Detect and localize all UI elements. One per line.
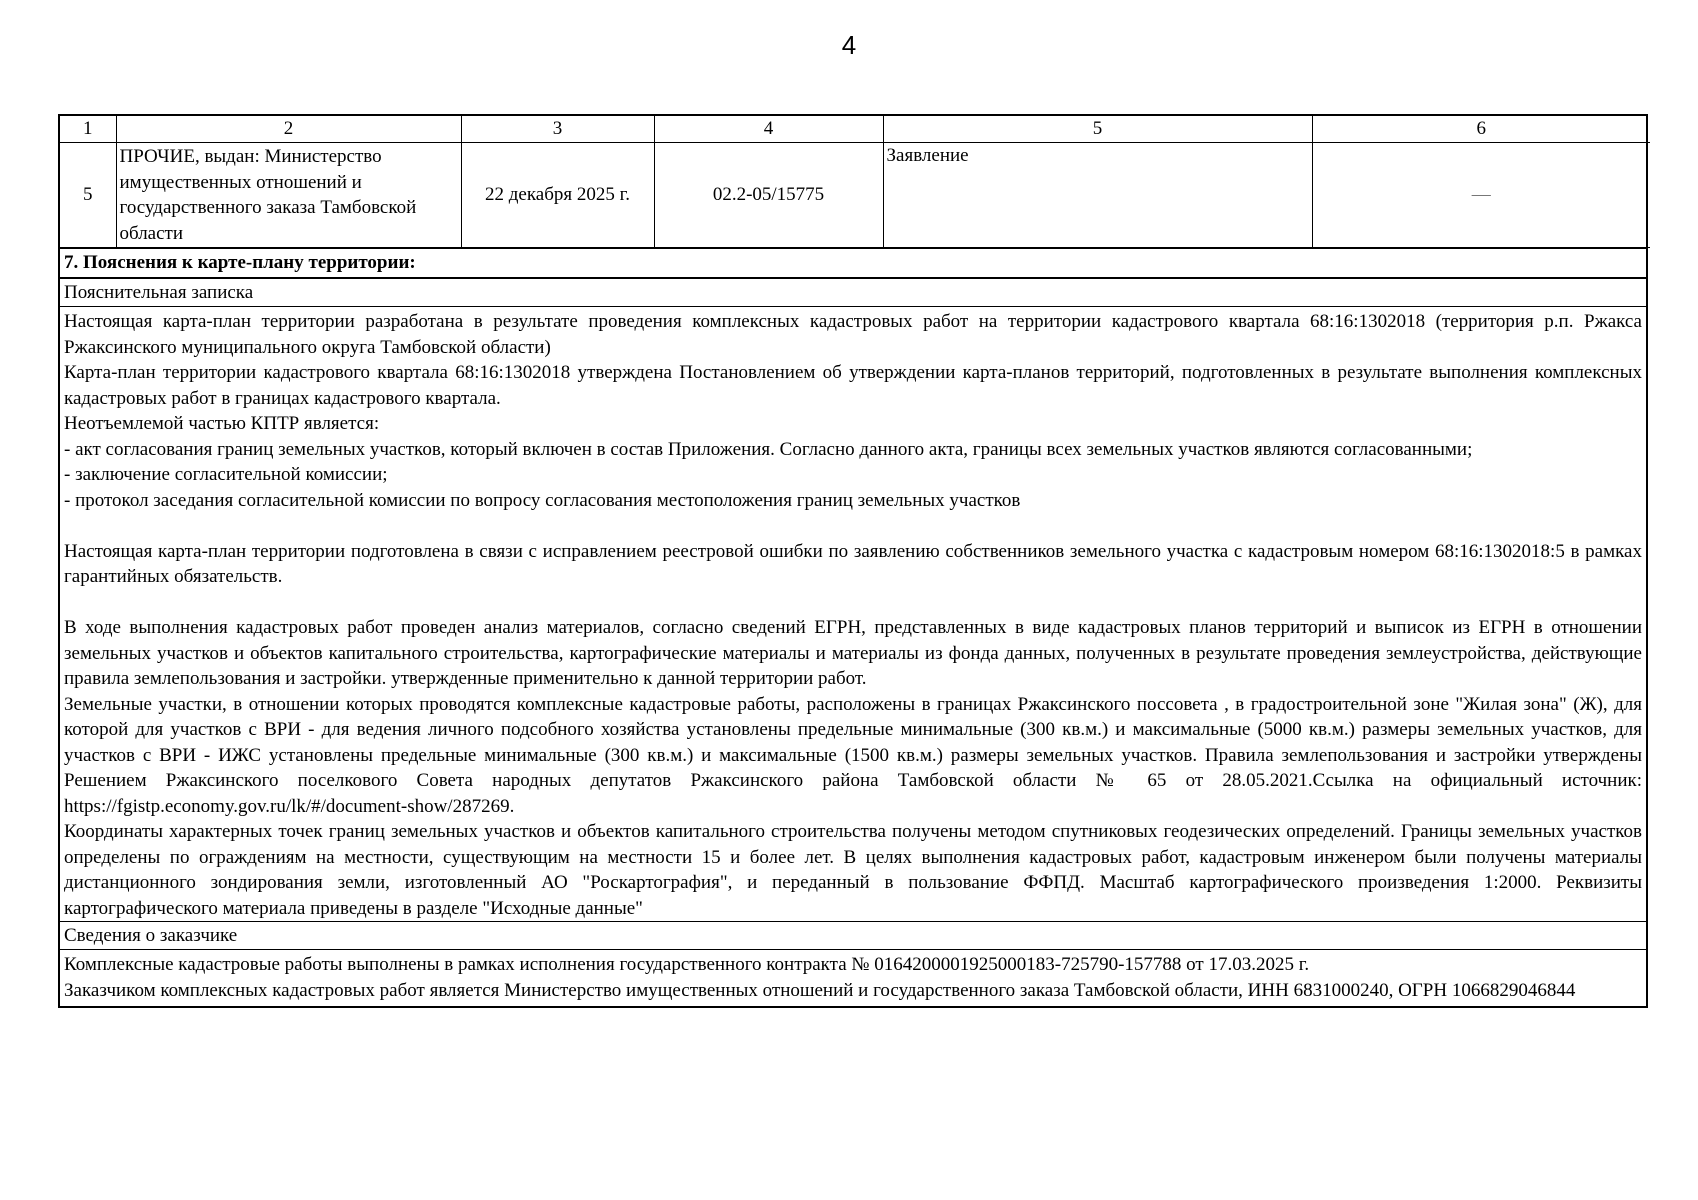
column-header: 5 — [883, 116, 1312, 143]
paragraph: Земельные участки, в отношении которых проводятся комплексные кадастровые работы, расположены в границах Ржаксинского поссовета , в градостроительной зоне "Жилая зона" (Ж), для которой для участков с ВРИ - для ведения личного подсобного хозяйства установлены предельные минимальные (300 кв.м.) и максимальные (5000 кв.м.) размеры земельных участков, для участков с ВРИ - ИЖС установлены предельные минимальные (300 кв.м.) и максимальные (1500 кв.м.) размеры земельных участков. Правила землепользования и застройки утверждены Решением Ржаксинского поселкового Совета народных депутатов Ржаксинского района Тамбовской области № 65 от 28.05.2021.Ссылка на официальный источник: https://fgistp.economy.gov.ru/lk/#/document-show/287269. — [64, 693, 1642, 817]
paragraph: Неотъемлемой частью КПТР является: — [64, 413, 380, 434]
column-header: 1 — [60, 116, 116, 143]
paragraph: Координаты характерных точек границ земельных участков и объектов капитального строительства получены методом спутниковых геодезических определений. Границы земельных участков определены по ограждениям на местности, существующим на местности 15 и более лет. В целях выполнения кадастровых работ, кадастровым инженером были получены материалы дистанционного зондирования земли, изготовленный АО "Роскартография", и переданный в пользование ФФПД. Масштаб картографического произведения 1:2000. Реквизиты картографического материала приведены в разделе "Исходные данные" — [64, 821, 1642, 919]
paragraph: Настоящая карта-план территории разработана в результате проведения комплексных кадастровых работ на территории кадастрового квартала 68:16:1302018 (территория р.п. Ржакса Ржаксинского муниципального округа Тамбовской области) — [64, 311, 1642, 358]
customer-text — [60, 950, 1646, 1006]
paragraph: Заказчиком комплексных кадастровых работ является Министерство имущественных отношений и государственного заказа Тамбовской области, ИНН 6831000240, ОГРН 1066829046844 — [64, 979, 1576, 1001]
paragraph: - акт согласования границ земельных участков, который включен в состав Приложения. Согласно данного акта, границы всех земельных участков являются согласованными; — [64, 438, 1473, 460]
customer-heading: Сведения о заказчике — [60, 922, 1646, 950]
document-date: 22 декабря 2025 г. — [461, 143, 654, 248]
document-number: 02.2-05/15775 — [654, 143, 883, 248]
column-header: 2 — [116, 116, 461, 143]
requisites-table — [60, 116, 1650, 248]
paragraph: Настоящая карта-план территории подготовлена в связи с исправлением реестровой ошибки по заявлению собственников земельного участка с кадастровым номером 68:16:1302018:5 в рамках гарантийных обязательств. — [64, 540, 1642, 587]
paragraph: - заключение согласительной комиссии; — [64, 464, 388, 485]
paragraph-gap — [64, 513, 1642, 539]
column-header: 3 — [461, 116, 654, 143]
table-row — [60, 143, 1650, 248]
page-number: 4 — [841, 30, 857, 60]
column-header: 4 — [654, 116, 883, 143]
document-type: Заявление — [883, 143, 1312, 248]
paragraph: В ходе выполнения кадастровых работ проведен анализ материалов, согласно сведений ЕГРН, представленных в виде кадастровых планов территорий и выписок из ЕГРН в отношении земельных участков и объектов капитального строительства, картографические материалы и материалы из фонда данных, полученных в результате проведения землеустройства, действующие правила землепользования и застройки. утвержденные применительно к данной территории работ. — [64, 617, 1642, 689]
paragraph: Карта-план территории кадастрового квартала 68:16:1302018 утверждена Постановлением об утверждении карта-планов территорий, подготовленных в результате выполнения комплексных кадастровых работ в границах кадастрового квартала. — [64, 362, 1642, 409]
paragraph-gap — [64, 590, 1642, 616]
section-title: 7. Пояснения к карте-плану территории: — [60, 248, 1646, 279]
column-header: 6 — [1312, 116, 1650, 143]
paragraph: Комплексные кадастровые работы выполнены в рамках исполнения государственного контракта № 0164200001925000183-725790-157788 от 17.03.2025 г. — [64, 954, 1310, 975]
explanatory-note-heading: Пояснительная записка — [60, 279, 1646, 307]
document-table — [58, 114, 1648, 1008]
table-header-row — [60, 116, 1650, 143]
paragraph: - протокол заседания согласительной комиссии по вопросу согласования местоположения границ земельных участков — [64, 489, 1021, 511]
row-number: 5 — [60, 143, 116, 248]
document-note: — — [1312, 143, 1650, 248]
document-name: ПРОЧИЕ, выдан: Министерство имущественных отношений и государственного заказа Тамбовской области — [116, 143, 461, 248]
explanatory-note-text — [60, 307, 1646, 922]
